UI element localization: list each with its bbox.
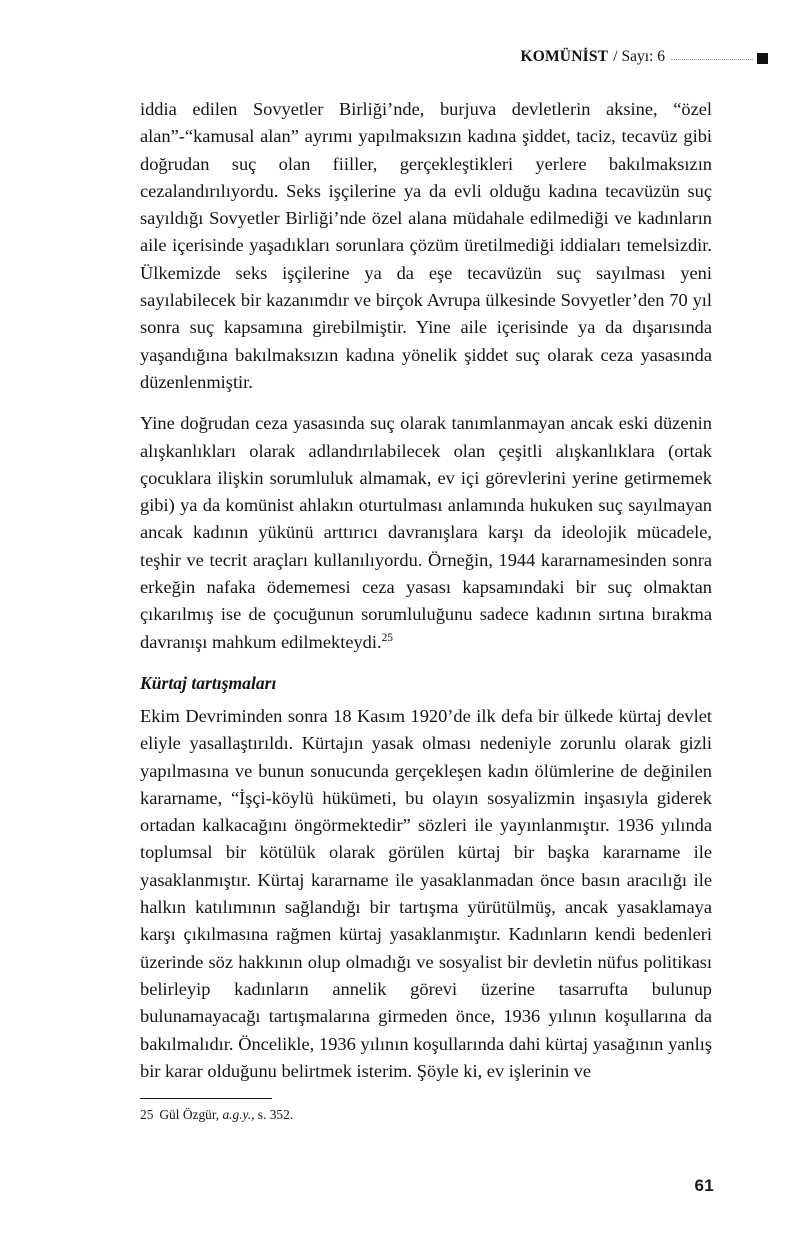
running-header xyxy=(140,44,768,70)
footnote-citation-abbrev: a.g.y. xyxy=(222,1107,252,1122)
header-dotted-leader-icon xyxy=(671,58,753,60)
footnote-block xyxy=(140,1098,712,1124)
header-issue-number: Sayı: 6 xyxy=(621,48,665,65)
header-square-ornament-icon xyxy=(757,53,768,64)
footnote-reference-marker[interactable]: 25 xyxy=(381,631,393,644)
footnote-author: Gül Özgür, xyxy=(159,1107,223,1122)
page-number: 61 xyxy=(694,1176,714,1195)
header-journal-title: KOMÜNİST xyxy=(520,48,609,65)
header-separator: / xyxy=(613,48,618,65)
paragraph-2 xyxy=(140,410,712,656)
paragraph-3: Ekim Devriminden sonra 18 Kasım 1920’de ilk defa bir ülkede kürtaj devlet eliyle yasallaştırıldı. Kürtajın yasak olması nedeniyle zorunlu olarak gizli yapılmasına ve bunun sonucunda gerçekleşen kadın ölümlerine de değinilen kararname, “İşçi-köylü hükümeti, bu olayın sosyalizmin inşasıyla giderek ortadan kalkacağını öngörmektedir” sözleri ile yayınlanmıştır. 1936 yılında toplumsal bir kötülük olarak görülen kürtaj bir başka kararname ile yasaklanmıştır. Kürtaj kararname ile yasaklanmadan önce basın aracılığı ile halkın katılımının sağlandığı bir tartışma yürütülmüş, ancak yasaklamaya karşı çıkılmasına rağmen kürtaj yasaklanmıştır. Kadınların kendi bedenleri üzerinde söz hakkının olup olmadığı ve sosyalist bir devletin nüfus politikası belirleyip kadınların annelik görevi üzerine tasarrufta bulunup bulunamayacağı tartışmalarına girmeden önce, 1936 yılının koşullarına da bakılmalıdır. Öncelikle, 1936 yılının koşullarında dahi kürtaj yasağının yanlış bir karar olduğunu belirtmek isterim. Şöyle ki, ev işlerinin ve xyxy=(140,705,712,1081)
section-subheading: Kürtaj tartışmaları xyxy=(140,672,277,693)
footnote-page-reference: , s. 352. xyxy=(251,1107,294,1122)
paragraph-2-text: Yine doğrudan ceza yasasında suç olarak tanımlanmayan ancak eski düzenin alışkanlıkları olarak adlandırılabilecek olan çeşitli alışkanlıklara (ortak çocuklara ilişkin sorumluluk almamak, ev içi görevlerini yerine getirmemek gibi) ya da komünist ahlakın oturtulması anlamında hukuken suç sayılmayan ancak kadının yükünü arttırıcı davranışlara karşı da ideolojik mücadele, teşhir ve tecrit araçları kullanılıyordu. Örneğin, 1944 kararnamesinden sonra erkeğin nafaka ödememesi ceza yasası kapsamındaki bir suç olmaktan çıkarılmış ise de çocuğunun sorumluluğunu sadece kadının sırtına bırakma davranışı mahkum edilmekteydi. xyxy=(140,413,712,652)
paragraph-1: iddia edilen Sovyetler Birliği’nde, burjuva devletlerin aksine, “özel alan”-“kamusal alan” ayrımı yapılmaksızın kadına şiddet, taciz, tecavüz gibi doğrudan suç olan fiiller, gerçekleştikleri yerlere bakılmaksızın cezalandırılıyordu. Seks işçilerine ya da evli olduğu kadına tecavüzün suç sayıldığı Sovyetler Birliği’nde özel alana müdahale edilmediği ve kadınların aile içerisinde yaşadıkları sorunlara çözüm üretilmediği iddiaları temelsizdir. Ülkemizde seks işçilerine ya da eşe tecavüzün suç sayılması yeni sayılabilecek bir kazanımdır ve birçok Avrupa ülkesinde Sovyetler’den 70 yıl sonra suç kapsamına girebilmiştir. Yine aile içerisinde ya da dışarısında yaşandığına bakılmaksızın kadına yönelik şiddet suç olarak ceza yasasında düzenlenmiştir. xyxy=(140,99,712,392)
text-column xyxy=(140,96,712,1085)
footnote-entry xyxy=(140,1106,712,1124)
footnote-separator-rule xyxy=(140,1098,272,1099)
footnote-number: 25 xyxy=(140,1107,154,1122)
